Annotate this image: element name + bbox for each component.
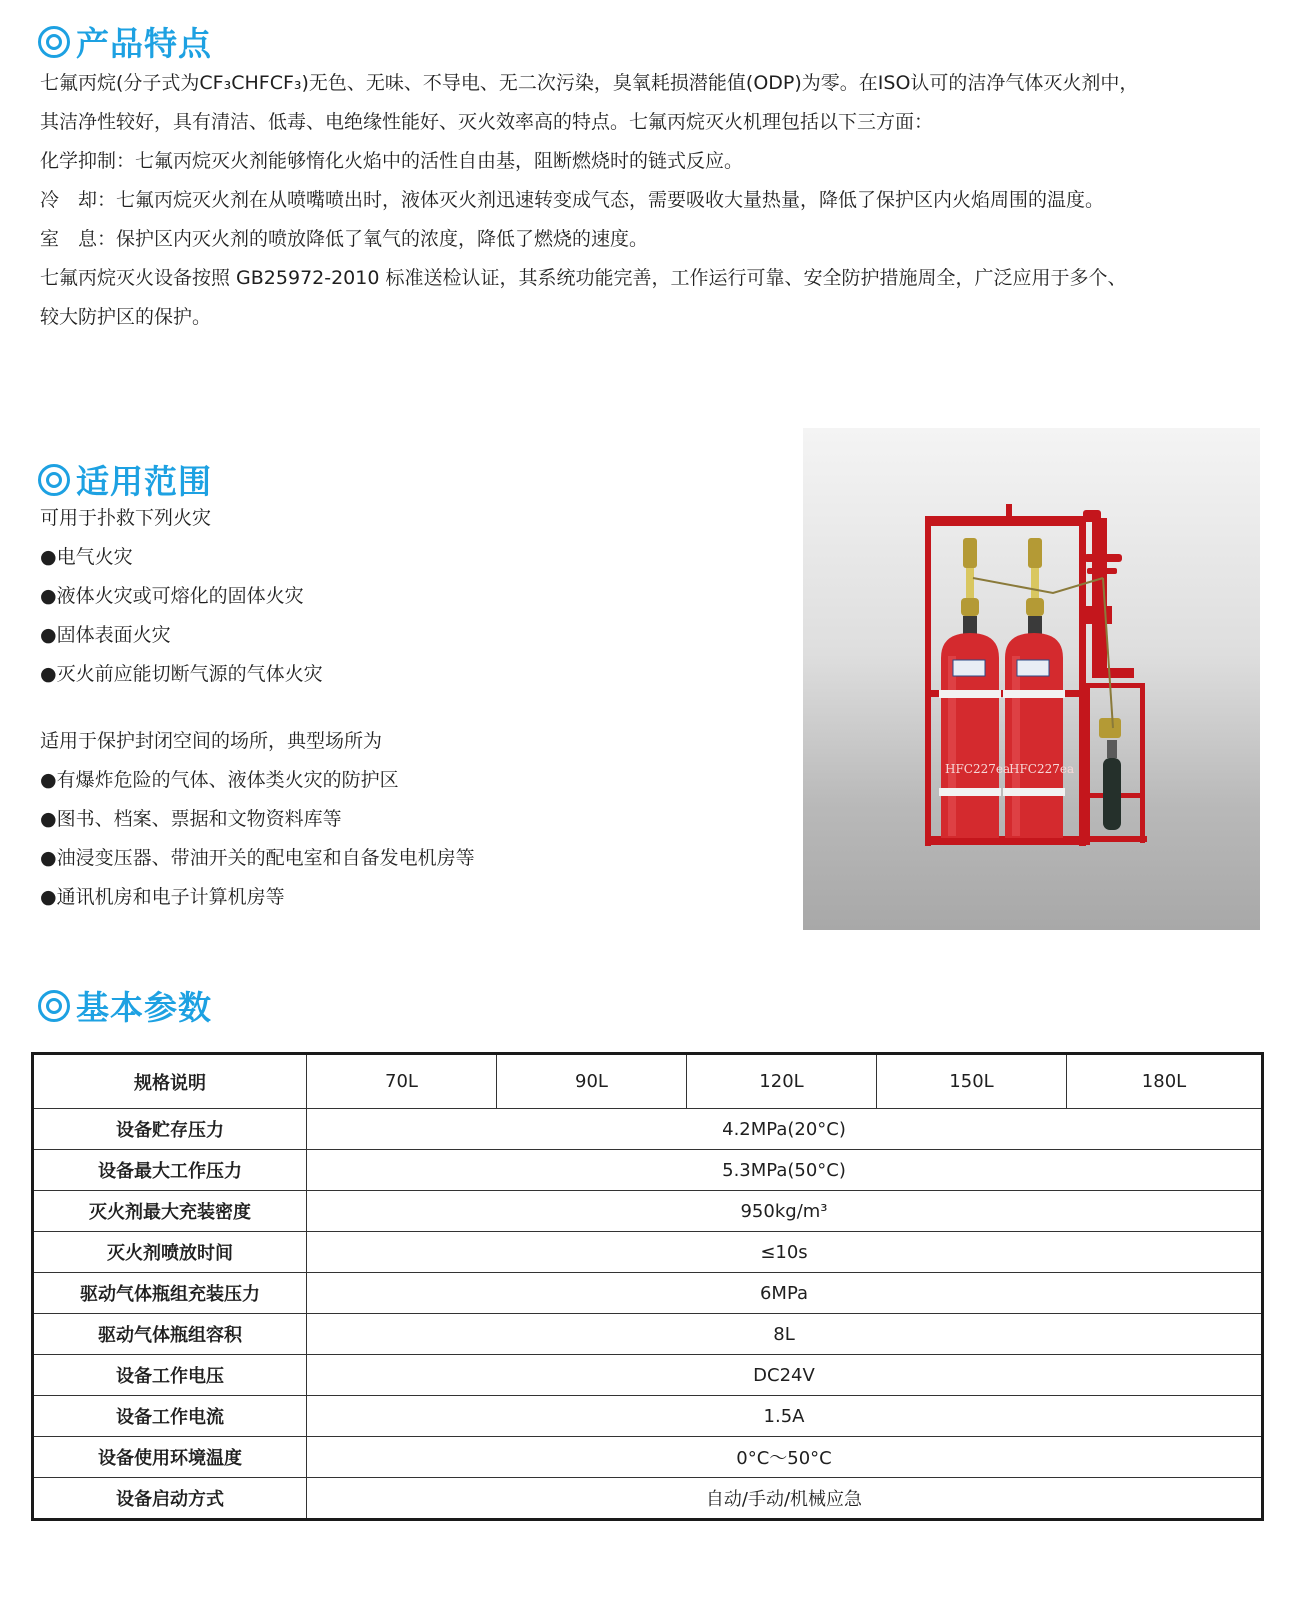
- target-circle-icon: [38, 26, 70, 58]
- row-label: 灭火剂喷放时间: [33, 1232, 307, 1273]
- table-row: [33, 1150, 1263, 1191]
- size-cell: 180L: [1067, 1054, 1263, 1109]
- row-value: 6MPa: [307, 1273, 1263, 1314]
- product-photo: [803, 428, 1260, 930]
- row-value: 0°C～50°C: [307, 1437, 1263, 1478]
- row-label: 灭火剂最大充装密度: [33, 1191, 307, 1232]
- table-row: [33, 1232, 1263, 1273]
- size-cell: 70L: [307, 1054, 497, 1109]
- row-label: 设备工作电流: [33, 1396, 307, 1437]
- place-item: ● 有爆炸危险的气体、液体类火灾的防护区: [40, 767, 399, 793]
- table-row: [33, 1396, 1263, 1437]
- row-label: 设备工作电压: [33, 1355, 307, 1396]
- row-value: 4.2MPa(20°C): [307, 1109, 1263, 1150]
- row-label: 设备使用环境温度: [33, 1437, 307, 1478]
- features-line-5: 室 息：保护区内灭火剂的喷放降低了氧气的浓度，降低了燃烧的速度。: [40, 228, 649, 250]
- table-row: [33, 1273, 1263, 1314]
- size-cell: 90L: [497, 1054, 687, 1109]
- table-row: [33, 1478, 1263, 1520]
- features-heading: [38, 18, 212, 65]
- params-title: 基本参数: [76, 988, 212, 1027]
- cylinder-label: HFC227ea: [1009, 762, 1075, 776]
- cylinder-label: HFC227ea: [945, 762, 1011, 776]
- row-value: 5.3MPa(50°C): [307, 1150, 1263, 1191]
- features-line-6: 七氟丙烷灭火设备按照 GB25972-2010 标准送检认证，其系统功能完善，工作运行可靠、安全防护措施周全，广泛应用于多个、: [40, 267, 1127, 289]
- features-line-7: 较大防护区的保护。: [40, 306, 212, 328]
- row-label: 驱动气体瓶组容积: [33, 1314, 307, 1355]
- row-value: 自动/手动/机械应急: [307, 1478, 1263, 1520]
- fire-type-item: ● 固体表面火灾: [40, 622, 171, 648]
- scope-title: 适用范围: [76, 462, 212, 501]
- table-row: [33, 1191, 1263, 1232]
- place-item: ● 图书、档案、票据和文物资料库等: [40, 806, 342, 832]
- row-label: 设备启动方式: [33, 1478, 307, 1520]
- table-row: [33, 1437, 1263, 1478]
- table-row: [33, 1109, 1263, 1150]
- fire-suppression-system-illustration: [803, 428, 1260, 930]
- features-line-4: 冷 却：七氟丙烷灭火剂在从喷嘴喷出时，液体灭火剂迅速转变成气态，需要吸收大量热量，降低了保护区内火焰周围的温度。: [40, 189, 1105, 211]
- row-value: DC24V: [307, 1355, 1263, 1396]
- features-line-3: 化学抑制：七氟丙烷灭火剂能够惰化火焰中的活性自由基，阻断燃烧时的链式反应。: [40, 150, 744, 172]
- row-value: 950kg/m³: [307, 1191, 1263, 1232]
- features-line-2: 其洁净性较好，具有清洁、低毒、电绝缘性能好、灭火效率高的特点。七氟丙烷灭火机理包括以下三方面：: [40, 111, 934, 133]
- row-value: 1.5A: [307, 1396, 1263, 1437]
- row-value: 8L: [307, 1314, 1263, 1355]
- place-item: ● 油浸变压器、带油开关的配电室和自备发电机房等: [40, 845, 475, 871]
- row-label: 设备贮存压力: [33, 1109, 307, 1150]
- params-heading: [38, 982, 212, 1029]
- fire-type-item: ● 液体火灾或可熔化的固体火灾: [40, 583, 304, 609]
- scope-intro-fires: 可用于扑救下列火灾: [40, 507, 212, 529]
- table-row: [33, 1355, 1263, 1396]
- table-header-label: 规格说明: [33, 1054, 307, 1109]
- scope-heading: [38, 456, 212, 503]
- fire-type-item: ● 电气火灾: [40, 544, 133, 570]
- target-circle-icon: [38, 990, 70, 1022]
- features-line-1: 七氟丙烷(分子式为CF₃CHFCF₃)无色、无味、不导电、无二次污染，臭氧耗损潜能值(ODP)为零。在ISO认可的洁净气体灭火剂中，: [40, 72, 1139, 94]
- size-cell: 120L: [687, 1054, 877, 1109]
- row-label: 驱动气体瓶组充装压力: [33, 1273, 307, 1314]
- size-cell: 150L: [877, 1054, 1067, 1109]
- fire-type-item: ● 灭火前应能切断气源的气体火灾: [40, 661, 323, 687]
- row-value: ≤10s: [307, 1232, 1263, 1273]
- spec-table: [31, 1052, 1264, 1521]
- table-row: [33, 1314, 1263, 1355]
- features-title: 产品特点: [76, 24, 212, 63]
- table-header-row: [33, 1054, 1263, 1109]
- row-label: 设备最大工作压力: [33, 1150, 307, 1191]
- place-item: ● 通讯机房和电子计算机房等: [40, 884, 285, 910]
- scope-intro-places: 适用于保护封闭空间的场所，典型场所为: [40, 730, 383, 752]
- target-circle-icon: [38, 464, 70, 496]
